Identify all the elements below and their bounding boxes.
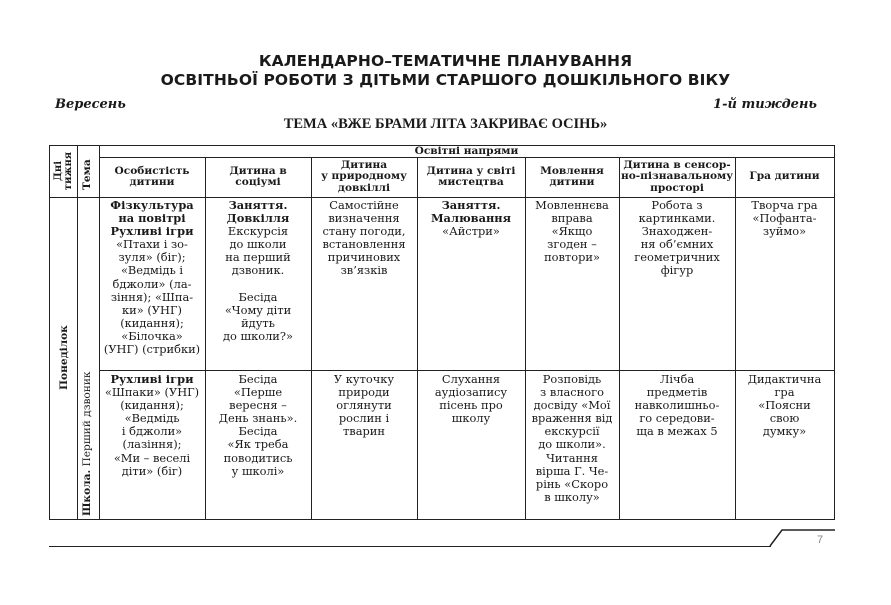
header-col-6: Дитина в сенсор- но-пізнавальному просторі [620, 158, 734, 194]
day-cell: Понеділок [58, 325, 70, 390]
cell-text: Слухання аудіозапису пісень про школу [434, 372, 508, 426]
week-label: 1-й тиждень [713, 97, 817, 112]
cell-bold: Фізкультура на повітрі Рухливі ігри [110, 198, 194, 239]
table-cell [99, 373, 205, 478]
table-cell [525, 199, 619, 264]
cell-text: Екскурсія до школи на перший дзвоник. Бесіда «Чому діти йдуть до школи?» [223, 224, 293, 343]
cell-text: «Шпаки» (УНГ) (кидання); «Ведмідь і бджоли» (лазіння); «Ми – веселі діти» (біг) [104, 385, 200, 478]
page-title-line-1: КАЛЕНДАРНО–ТЕМАТИЧНЕ ПЛАНУВАННЯ [258, 52, 633, 70]
table-cell [619, 373, 735, 438]
footer-page-tab [760, 528, 840, 550]
cell-bold: Заняття. Довкілля [226, 198, 290, 226]
header-group: Освітні напрями [414, 144, 519, 157]
table-cell [619, 199, 735, 278]
footer-rule [49, 546, 771, 547]
header-theme: Тема [81, 159, 93, 190]
theme-cell [81, 371, 93, 516]
table-divider [77, 146, 78, 519]
table-cell [311, 373, 417, 438]
table-cell [735, 199, 834, 238]
cell-text: Мовленнєва вправа «Якщо згоден – повтори» [535, 198, 609, 265]
page-number: 7 [817, 534, 824, 546]
table-cell [417, 373, 525, 425]
cell-text: Самостійне визначення стану погоди, встановлення причинових зв’язків [322, 198, 406, 278]
cell-text: У куточку природи оглянути рослин і тварин [333, 372, 395, 439]
table-cell [205, 373, 311, 478]
table-cell [99, 199, 205, 356]
cell-text: Творча гра «Пофанта- зуймо» [751, 198, 818, 239]
table-cell [205, 199, 311, 343]
theme-cell-rest: Перший дзвоник [81, 371, 93, 470]
cell-bold: Заняття. Малювання [430, 198, 512, 226]
header-col-7: Гра дитини [749, 170, 820, 183]
cell-bold: Рухливі ігри [110, 372, 194, 386]
header-col-5: Мовлення дитини [540, 164, 604, 188]
table-cell [735, 373, 834, 438]
table-cell [311, 199, 417, 278]
month-label: Вересень [55, 97, 126, 112]
header-col-2: Дитина в соціумі [229, 164, 287, 188]
theme-cell-bold: Школа. [81, 469, 93, 516]
cell-text: Бесіда «Перше вересня – День знань». Бесіда «Як треба поводитись у школі» [218, 372, 298, 478]
cell-text: Лічба предметів навколишньо- го середови- ща в межах 5 [634, 372, 720, 439]
theme-title: ТЕМА «ВЖЕ БРАМИ ЛІТА ЗАКРИВАЄ ОСІНЬ» [283, 116, 608, 132]
header-days: Дні тижня [53, 151, 74, 191]
cell-text: «Айстри» [442, 224, 500, 239]
table-cell [417, 199, 525, 238]
planning-table [49, 145, 835, 520]
cell-text: Розповідь з власного досвіду «Мої враження від екскурсії до школи». Читання вірша Г. Че- рінь «Скоро в школу» [531, 372, 613, 504]
page-title-line-2: ОСВІТНЬОЇ РОБОТИ З ДІТЬМИ СТАРШОГО ДОШКІЛЬНОГО ВІКУ [160, 71, 731, 89]
table-cell [525, 373, 619, 504]
header-col-4: Дитина у світі мистецтва [426, 164, 516, 188]
cell-text: Робота з картинками. Знаходжен- ня об’ємних геометричних фігур [634, 198, 720, 278]
cell-text: «Птахи і зо- зуля» (біг); «Ведмідь і бджоли» (ла- зіння); «Шпа- ки» (УНГ) (кидання); «Білочка» (УНГ) (стрибки) [103, 237, 201, 357]
table-divider [99, 370, 834, 371]
cell-text: Дидактична гра «Поясни свою думку» [747, 372, 822, 439]
header-col-1: Особистість дитини [114, 164, 190, 188]
header-col-3: Дитина у природному довкіллі [321, 158, 407, 194]
